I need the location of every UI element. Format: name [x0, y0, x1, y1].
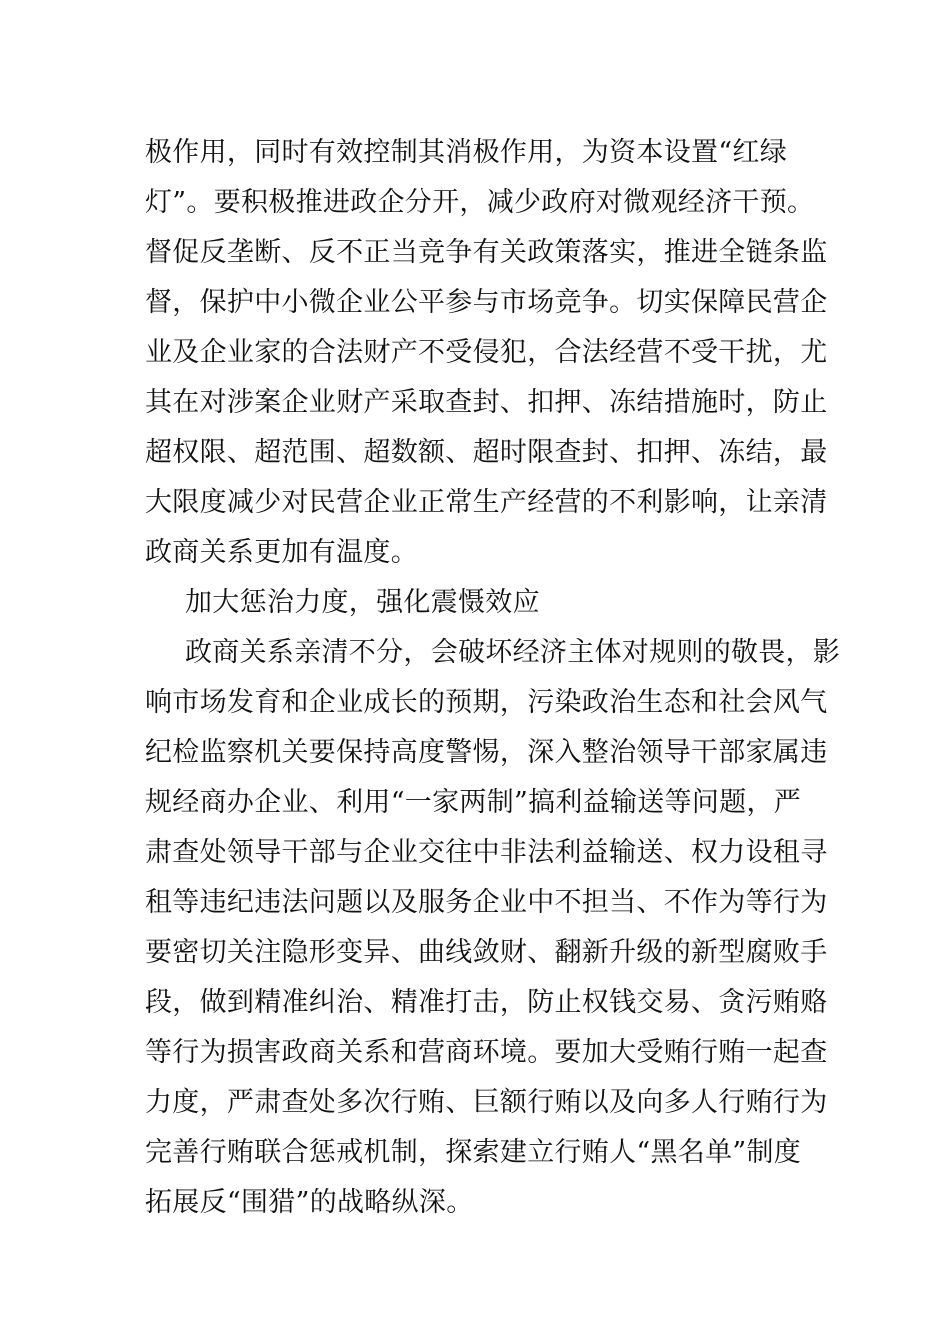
text-line: 其在对涉案企业财产采取查封、扣押、冻结措施时，防止: [145, 387, 828, 418]
section-heading: 加大惩治力度，强化震慑效应: [185, 587, 540, 618]
text-line: 段，做到精准纠治、精准打击，防止权钱交易、贪污贿赂: [145, 987, 828, 1018]
text-line: 等行为损害政商关系和营商环境。要加大受贿行贿一起查: [145, 1037, 828, 1068]
text-line: 大限度减少对民营企业正常生产经营的不利影响，让亲清: [145, 487, 828, 518]
text-line: 纪检监察机关要保持高度警惕，深入整治领导干部家属违: [145, 737, 828, 768]
text-line: 肃查处领导干部与企业交往中非法利益输送、权力设租寻: [145, 837, 828, 868]
text-line: 租等违纪违法问题以及服务企业中不担当、不作为等行为: [145, 887, 828, 918]
text-line: 极作用，同时有效控制其消极作用，为资本设置“红绿: [145, 137, 788, 168]
text-line: 政商关系亲清不分，会破坏经济主体对规则的敬畏，影: [185, 637, 841, 668]
text-line: 规经商办企业、利用“一家两制”搞利益输送等问题，严: [145, 787, 802, 818]
text-line: 业及企业家的合法财产不受侵犯，合法经营不受干扰，尤: [145, 337, 828, 368]
text-line: 力度，严肃查处多次行贿、巨额行贿以及向多人行贿行为: [145, 1087, 828, 1118]
text-line: 完善行贿联合惩戒机制，探索建立行贿人“黑名单”制度: [145, 1137, 802, 1168]
text-line: 督，保护中小微企业公平参与市场竞争。切实保障民营企: [145, 287, 828, 318]
text-line: 督促反垄断、反不正当竞争有关政策落实，推进全链条监: [145, 237, 828, 268]
text-line: 政商关系更加有温度。: [145, 537, 418, 568]
text-line: 要密切关注隐形变异、曲线敛财、翻新升级的新型腐败手: [145, 937, 828, 968]
text-line: 响市场发育和企业成长的预期，污染政治生态和社会风气: [145, 687, 828, 718]
text-line: 超权限、超范围、超数额、超时限查封、扣押、冻结，最: [145, 437, 828, 468]
text-line: 拓展反“围猎”的战略纵深。: [145, 1187, 474, 1218]
text-line: 灯”。要积极推进政企分开，减少政府对微观经济干预。: [145, 187, 815, 218]
